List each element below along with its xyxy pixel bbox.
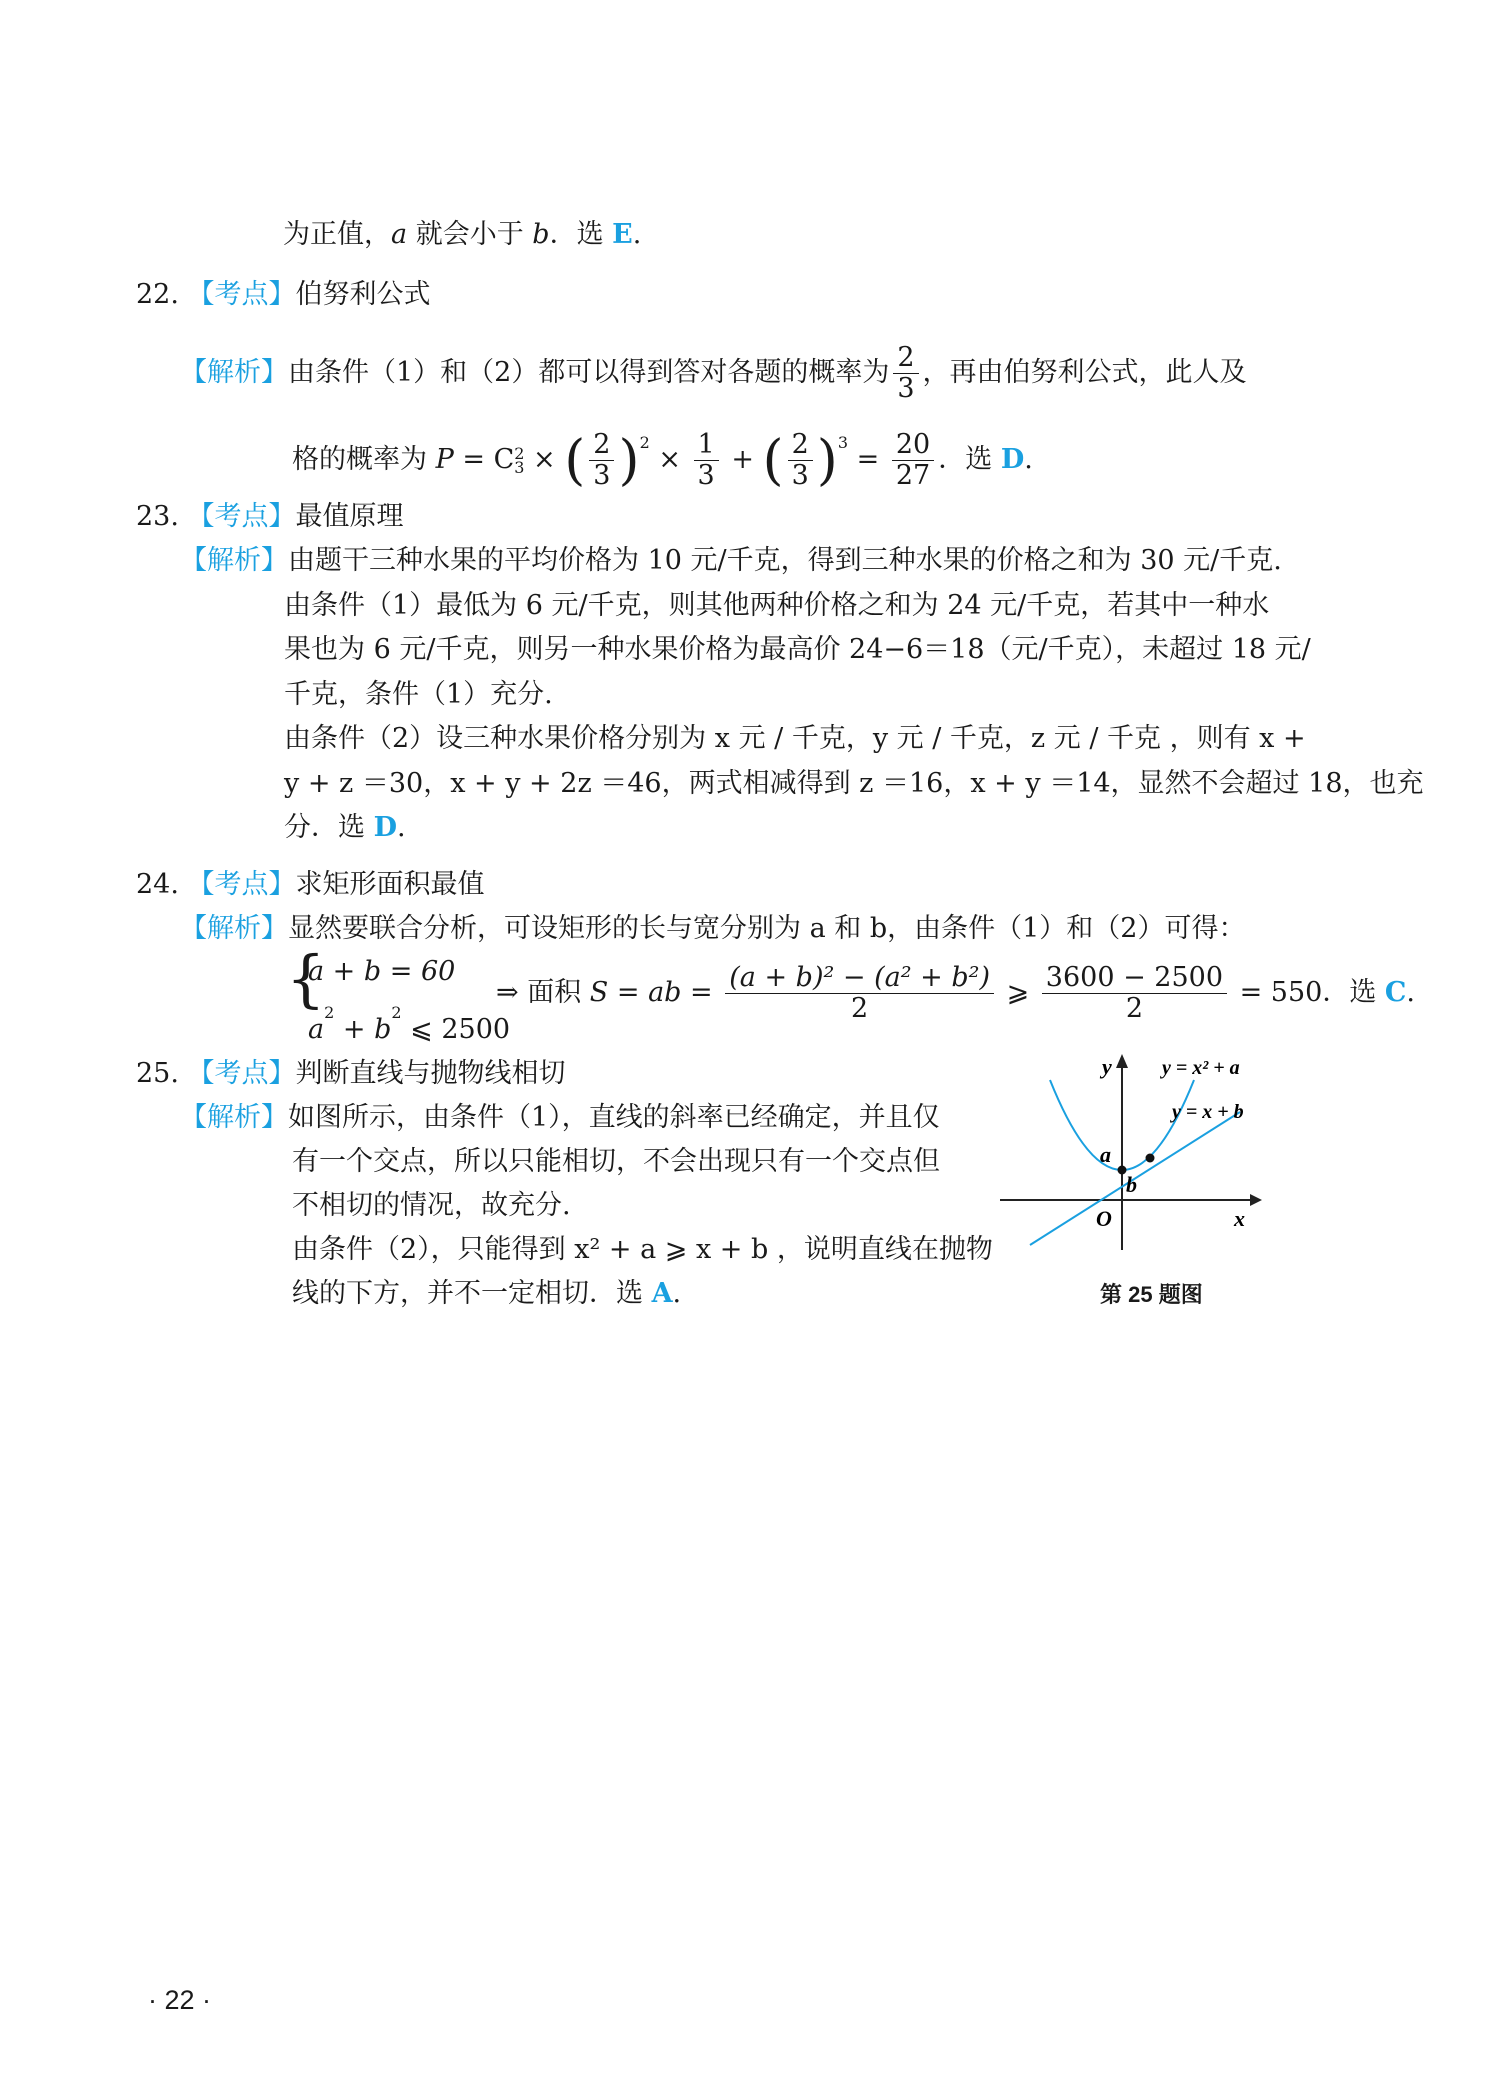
q24-heading: 24. 【考点】求矩形面积最值: [136, 869, 485, 900]
q25-line5: 线的下方，并不一定相切．选 A.: [292, 1278, 682, 1309]
q21-tail: 为正值，a 就会小于 b．选 E.: [283, 219, 642, 250]
q23-line2: 由条件（1）最低为 6 元/千克，则其他两种价格之和为 24 元/千克，若其中一种水: [284, 590, 1270, 621]
q23-line7: 分．选 D.: [284, 812, 406, 843]
q23-line6: y + z ＝30，x + y + 2z ＝46，两式相减得到 z ＝16，x + y ＝14，显然不会超过 18，也充: [284, 768, 1424, 799]
label-x: x: [1234, 1206, 1245, 1231]
q22-analysis-line2: 格的概率为 P = C 2 3 × ( $\frac{2}{3}$ )$^2$ × $\frac{1}{3}$ + ( $\frac{2}{3}$ )$^3$ = $\frac{20}{27}$ ．选 D.: [292, 428, 1033, 492]
q22-analysis-line1: 【解析】由条件（1）和（2）都可以得到答对各题的概率为 $\frac{2}{3}$ ，再由伯努利公式，此人及: [180, 342, 1247, 404]
q23-line3: 果也为 6 元/千克，则另一种水果价格为最高价 24−6＝18（元/千克），未超过 18 元/: [284, 634, 1311, 665]
q25-heading: 25. 【考点】判断直线与抛物线相切: [136, 1058, 566, 1089]
y-axis-arrow: [1116, 1054, 1128, 1068]
system-eq1: a + b = 60: [308, 956, 456, 987]
q23-line4: 千克，条件（1）充分.: [284, 679, 553, 710]
label-a: a: [1100, 1142, 1111, 1167]
q25-figure: [1000, 1050, 1300, 1250]
page-number: · 22 ·: [148, 1985, 212, 2015]
q23-heading: 23. 【考点】最值原理: [136, 501, 404, 532]
label-b: b: [1126, 1172, 1137, 1197]
system-brace: {: [286, 942, 326, 1015]
fraction: $\frac{2}{3}$: [893, 343, 918, 404]
q23-line5: 由条件（2）设三种水果价格分别为 x 元 / 千克，y 元 / 千克，z 元 / 千克 ，则有 x +: [284, 723, 1306, 754]
q22-heading: 22. 【考点】伯努利公式: [136, 279, 431, 310]
q25-line2: 有一个交点，所以只能相切，不会出现只有一个交点但: [292, 1146, 940, 1177]
q24-line1: 【解析】显然要联合分析，可设矩形的长与宽分别为 a 和 b，由条件（1）和（2）可得：: [180, 913, 1246, 944]
q23-line1: 【解析】由题干三种水果的平均价格为 10 元/千克，得到三种水果的价格之和为 30 元/千克.: [180, 545, 1282, 576]
q25-line1: 【解析】如图所示，由条件（1），直线的斜率已经确定，并且仅: [180, 1102, 940, 1133]
label-y: y: [1102, 1054, 1112, 1079]
line-label: y = x + b: [1172, 1101, 1244, 1123]
x-axis-arrow: [1250, 1194, 1262, 1206]
label-origin: O: [1096, 1206, 1112, 1231]
system-eq2: $a^2 + b^2$ ⩽ 2500: [308, 1003, 511, 1045]
q25-line3: 不相切的情况，故充分.: [292, 1190, 571, 1221]
q24-derivation: ⇒ 面积 S = ab = $\frac{\text{(a + b)² − (a² + b²)}}{2}$ ⩾ $\frac{3600 - 2500}{2}$ = 550．选 C.: [496, 962, 1416, 1024]
figure-caption: 第 25 题图: [1100, 1282, 1203, 1307]
point-tangent: [1146, 1154, 1155, 1163]
q25-line4: 由条件（2），只能得到 x² + a ⩾ x + b ，说明直线在抛物: [292, 1234, 993, 1265]
curve-label: y = x² + a: [1162, 1057, 1240, 1079]
